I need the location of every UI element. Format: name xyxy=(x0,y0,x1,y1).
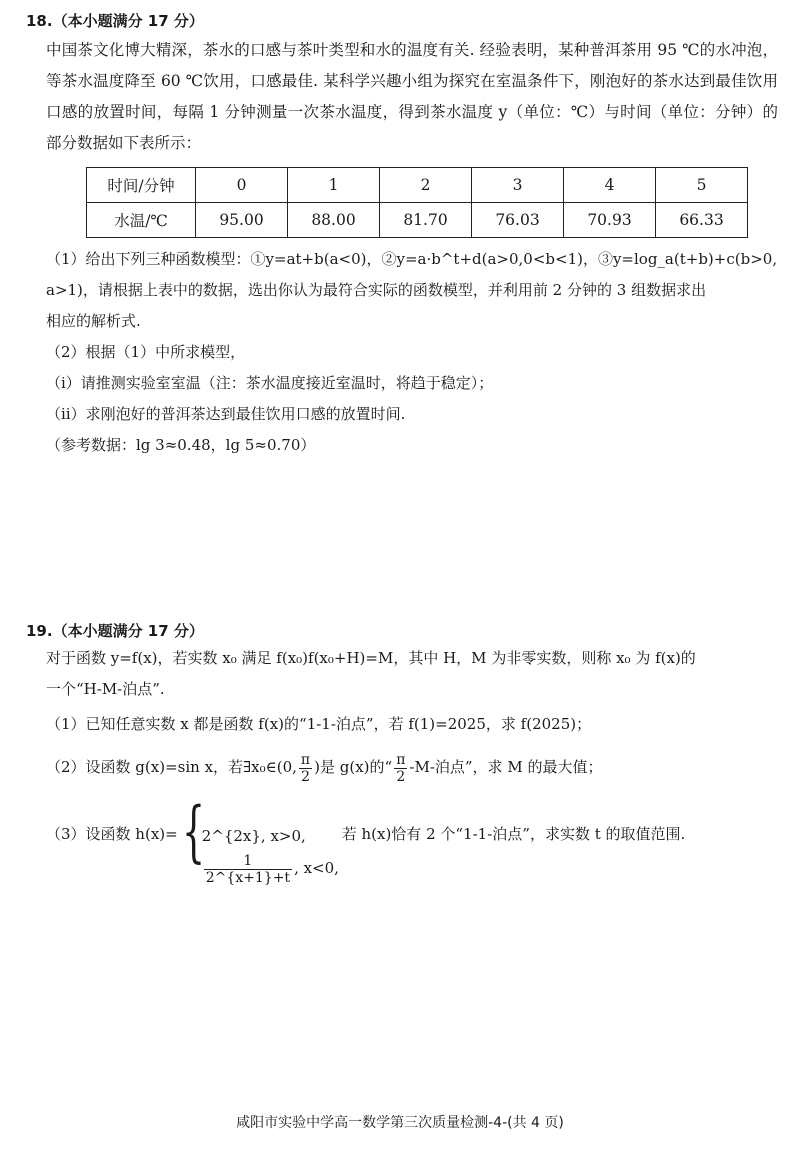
table-cell: 81.70 xyxy=(380,203,472,238)
table-cell: 88.00 xyxy=(288,203,380,238)
question-18-part1-line1: （1）给出下列三种函数模型：①y=at+b(a<0)，②y=a·b^t+d(a>0,0<b<1)，③y=log_a(t+b)+c(b>0, xyxy=(46,250,778,268)
question-18-part1-line2: a>1)，请根据上表中的数据，选出你认为最符合实际的函数模型，并利用前 2 分钟的 3 组数据求出 xyxy=(46,281,707,299)
table-cell: 66.33 xyxy=(656,203,748,238)
table-cell: 3 xyxy=(472,168,564,203)
table-header-temp: 水温/℃ xyxy=(87,203,196,238)
fraction-denominator: 2 xyxy=(301,768,310,785)
table-cell: 0 xyxy=(196,168,288,203)
fraction-numerator: π xyxy=(300,751,311,768)
question-18-reference: （参考数据：lg 3≈0.48，lg 5≈0.70） xyxy=(46,436,316,454)
pi-over-2-fraction-2 xyxy=(394,752,407,785)
table-row xyxy=(87,168,748,203)
table-row xyxy=(87,203,748,238)
question-18 xyxy=(26,10,786,461)
table-cell: 95.00 xyxy=(196,203,288,238)
piecewise-case-2 xyxy=(202,831,339,905)
question-19-part1: （1）已知任意实数 x 都是函数 f(x)的“1-1-泊点”，若 f(1)=2025，求 f(2025)； xyxy=(46,715,592,733)
table-cell: 70.93 xyxy=(564,203,656,238)
question-18-header: 18.（本小题满分 17 分） xyxy=(26,12,204,30)
question-19-header: 19.（本小题满分 17 分） xyxy=(26,622,204,640)
question-18-part2-ii: （ⅱ）求刚泡好的普洱茶达到最佳饮用口感的放置时间. xyxy=(46,405,406,423)
question-18-intro: 中国茶文化博大精深，茶水的口感与茶叶类型和水的温度有关. 经验表明，某种普洱茶用 95 ℃的水冲泡，等茶水温度降至 60 ℃饮用，口感最佳. 某科学兴趣小组为探究在室温条件下，刚泡好的茶水达到最佳饮用口感的放置时间，每隔 1 分钟测量一次茶水温度，得到茶水温度 y（单位：℃）与时间（单位：分钟）的部分数据如下表所示： xyxy=(46,41,778,152)
fraction-denominator: 2^{x+1}+t xyxy=(205,869,291,886)
table-header-time: 时间/分钟 xyxy=(87,168,196,203)
question-19-def-line2: 一个“H-M-泊点”. xyxy=(46,680,165,698)
part2-text-c: -M-泊点”，求 M 的最大值； xyxy=(409,758,603,776)
question-18-part2-i: （ⅰ）请推测实验室室温（注：茶水温度接近室温时，将趋于稳定）； xyxy=(46,374,494,392)
table-cell: 5 xyxy=(656,168,748,203)
case2-fraction xyxy=(204,853,292,886)
case2-condition: , x<0, xyxy=(294,859,339,877)
fraction-numerator: 1 xyxy=(204,853,292,870)
part3-text-a: （3）设函数 h(x)= xyxy=(46,825,178,843)
fraction-numerator: π xyxy=(396,751,406,768)
table-cell: 2 xyxy=(380,168,472,203)
part2-text-b: )是 g(x)的“ xyxy=(314,758,393,776)
part3-text-b: 若 h(x)恰有 2 个“1-1-泊点”，求实数 t 的取值范围. xyxy=(341,825,686,843)
table-cell: 1 xyxy=(288,168,380,203)
fraction-denominator: 2 xyxy=(396,768,406,785)
table-cell: 4 xyxy=(564,168,656,203)
page-footer: 咸阳市实验中学高一数学第三次质量检测-4-(共 4 页) xyxy=(236,1115,564,1131)
left-brace-icon: { xyxy=(181,793,205,870)
piecewise-case-1: 2^{2x}, x>0, xyxy=(201,827,306,845)
question-19-part2 xyxy=(46,748,786,786)
piecewise-function xyxy=(181,793,342,886)
part2-text-a: （2）设函数 g(x)=sin x，若∃x₀∈(0, xyxy=(46,758,297,776)
question-19-part3 xyxy=(46,793,786,886)
question-19-def-line1: 对于函数 y=f(x)，若实数 x₀ 满足 f(x₀)f(x₀+H)=M，其中 H，M 为非零实数，则称 x₀ 为 f(x)的 xyxy=(46,649,696,667)
pi-over-2-fraction xyxy=(299,752,312,785)
table-cell: 76.03 xyxy=(472,203,564,238)
temperature-table xyxy=(86,167,748,238)
question-19 xyxy=(26,620,786,886)
question-18-part2: （2）根据（1）中所求模型， xyxy=(46,343,246,361)
question-18-part1-line3: 相应的解析式. xyxy=(46,312,141,330)
